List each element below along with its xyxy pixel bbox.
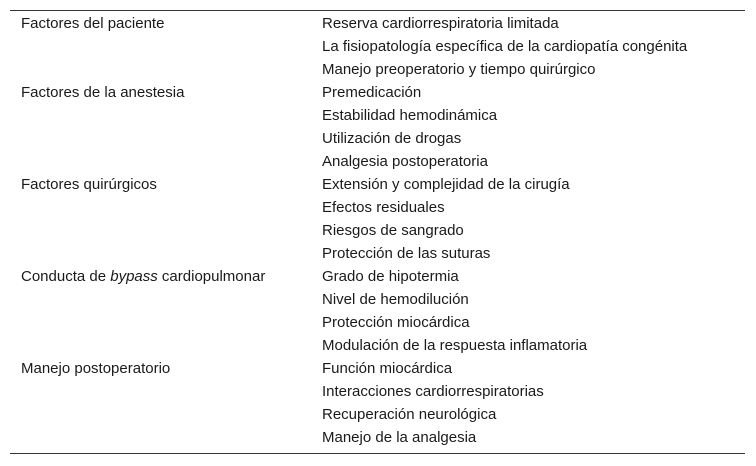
factor-item: Protección de las suturas: [322, 245, 491, 262]
factor-item: Interacciones cardiorrespiratorias: [322, 383, 544, 400]
factor-label: Factores de la anestesia: [21, 84, 185, 101]
table-row: [10, 380, 745, 403]
factor-label-italic: bypass: [110, 268, 158, 285]
factor-label-part: Conducta de: [21, 268, 111, 285]
factor-item: Extensión y complejidad de la cirugía: [322, 176, 570, 193]
factor-item: Analgesia postoperatoria: [322, 153, 488, 170]
table-row: [10, 35, 745, 58]
factor-item: Manejo preoperatorio y tiempo quirúrgico: [322, 61, 596, 78]
factor-item: Efectos residuales: [322, 199, 445, 216]
factors-table: [10, 12, 745, 449]
factor-item: Nivel de hemodilución: [322, 291, 469, 308]
factors-table-container: [10, 10, 745, 454]
factor-label: Factores quirúrgicos: [21, 176, 157, 193]
factor-item: Premedicación: [322, 84, 422, 101]
factor-item: Función miocárdica: [322, 360, 453, 377]
table-row: [10, 58, 745, 81]
table-row: [10, 196, 745, 219]
factor-item: Protección miocárdica: [322, 314, 470, 331]
factor-item: Grado de hipotermia: [322, 268, 459, 285]
factor-item: Recuperación neurológica: [322, 406, 497, 423]
table-row: [10, 288, 745, 311]
factor-label: Manejo postoperatorio: [21, 360, 171, 377]
factor-item: La fisiopatología específica de la cardiopatía congénita: [322, 38, 688, 55]
table-row: [10, 12, 745, 35]
factor-label-part: cardiopulmonar: [157, 268, 266, 285]
factor-item: Riesgos de sangrado: [322, 222, 464, 239]
table-row: [10, 242, 745, 265]
factor-item: Utilización de drogas: [322, 130, 462, 147]
factor-item: Estabilidad hemodinámica: [322, 107, 498, 124]
table-row: [10, 81, 745, 104]
factor-label: Factores del paciente: [21, 15, 165, 32]
table-row: [10, 311, 745, 334]
factor-item: Modulación de la respuesta inflamatoria: [322, 337, 588, 354]
table-row: [10, 104, 745, 127]
factor-label: [10, 265, 322, 288]
table-row: [10, 173, 745, 196]
table-row: [10, 150, 745, 173]
table-row: [10, 357, 745, 380]
table-row: [10, 265, 745, 288]
table-row: [10, 219, 745, 242]
table-row: [10, 334, 745, 357]
table-row: [10, 426, 745, 449]
table-row: [10, 127, 745, 150]
factor-item: Reserva cardiorrespiratoria limitada: [322, 15, 559, 32]
table-row: [10, 403, 745, 426]
factor-item: Manejo de la analgesia: [322, 429, 477, 446]
